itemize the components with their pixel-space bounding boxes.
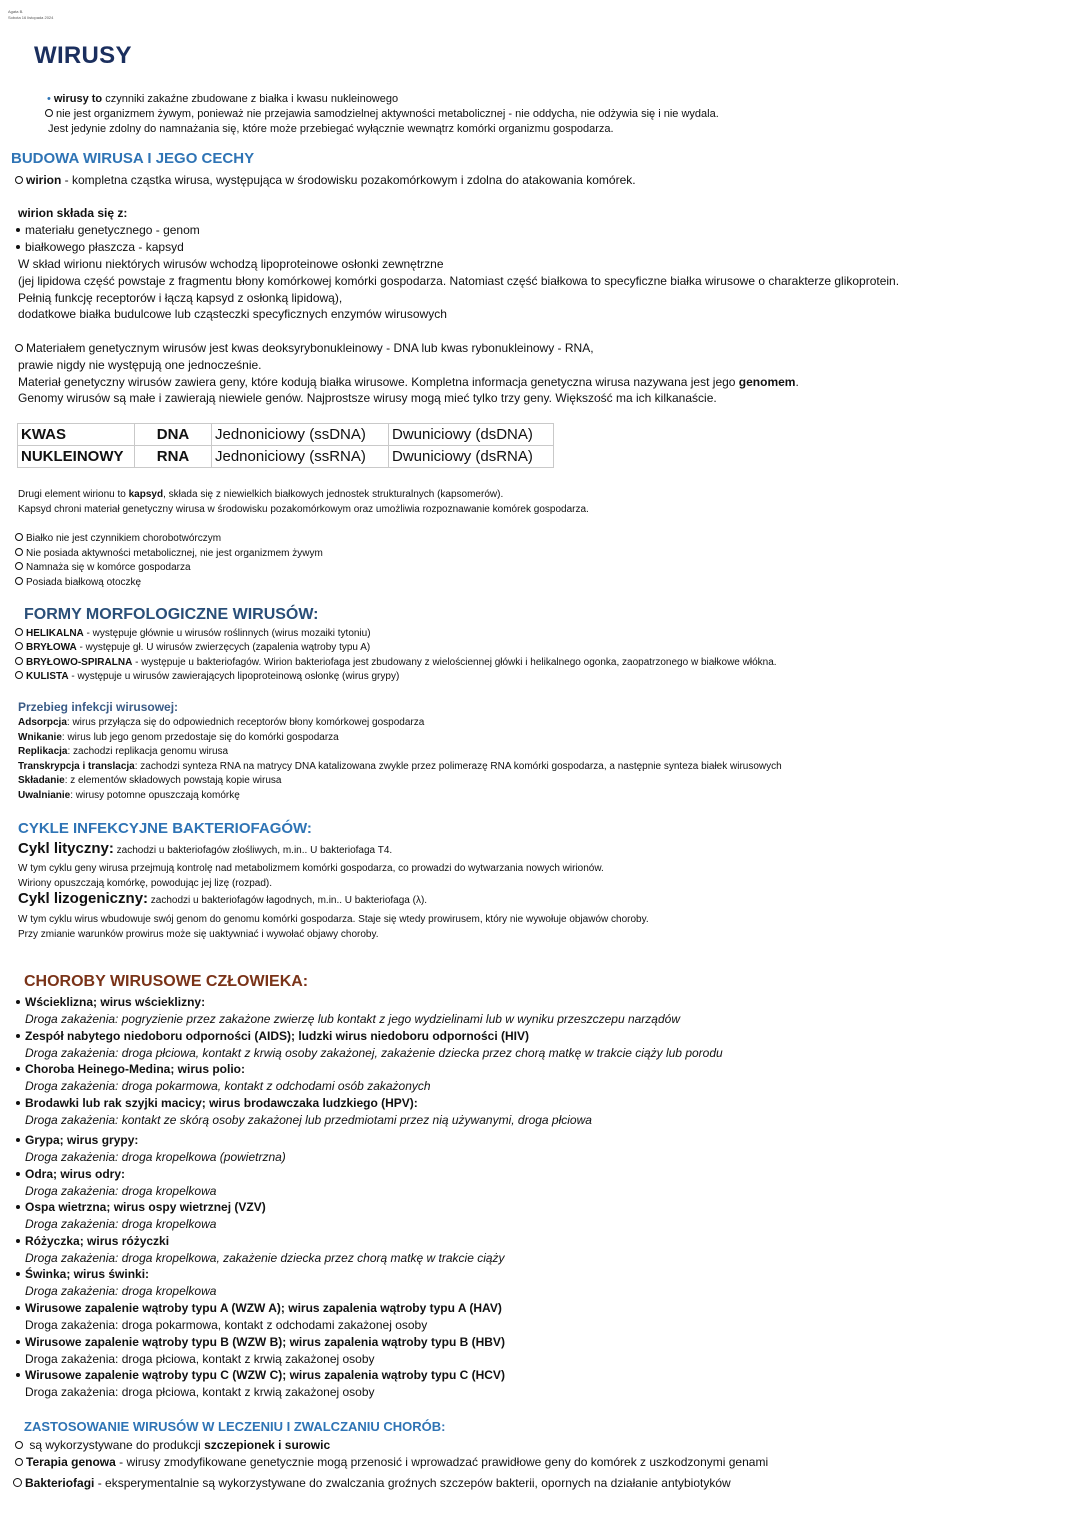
table-kind-cell: RNA [135,446,212,468]
section-heading-choroby: CHOROBY WIRUSOWE CZŁOWIEKA: [24,973,309,990]
disease-route: Droga zakażenia: droga kropelkowa (powietrzna) [25,1150,286,1164]
disease-route: Droga zakażenia: droga kropelkowa [25,1184,217,1198]
feature-item: Białko nie jest czynnikiem chorobotwórczym [15,532,221,546]
disease-name: Ospa wietrzna; wirus ospy wietrznej (VZV) [16,1199,266,1215]
circle-bullet-icon [15,671,23,679]
lytic-cycle-text-1: W tym cyklu geny wirusa przejmują kontrolę nad metabolizmem komórki gospodarza, co prowadzi do wytwarzania nowych wirionów. [18,863,604,874]
disease-name: Świnka; wirus świnki: [16,1266,149,1282]
capsid-text-2: Kapsyd chroni materiał genetyczny wirusa w środowisku pozakomórkowym oraz umożliwia rozpoznawanie komórek gospodarza. [18,504,589,515]
intro-line-2: nie jest organizmem żywym, ponieważ nie przejawia samodzielnej aktywności metabolicznej - nie oddycha, nie odżywia się i nie wydala. [45,107,719,122]
disease-name: Wirusowe zapalenie wątroby typu C (WZW C); wirus zapalenia wątroby typu C (HCV) [16,1367,505,1383]
section-heading-zastosowanie: ZASTOSOWANIE WIRUSÓW W LECZENIU I ZWALCZANIU CHORÓB: [24,1419,446,1434]
disease-name: Choroba Heinego-Medina; wirus polio: [16,1061,245,1077]
bullet-icon [16,1340,20,1344]
bullet-icon [16,1101,20,1105]
table-cell: Jednoniciowy (ssDNA) [212,424,389,446]
disease-name: Brodawki lub rak szyjki macicy; wirus brodawczaka ludzkiego (HPV): [16,1095,418,1111]
envelope-text-2: (jej lipidowa część powstaje z fragmentu błony komórkowej komórki gospodarza. Natomiast część białkowa to specyficzne białka wirusowe o charakterze glikoprotein. [18,274,900,288]
lysogenic-cycle-title: Cykl lizogeniczny: zachodzi u bakteriofagów łagodnych, m.in.. U bakteriofaga (λ). [18,890,428,907]
genetic-material-3: Materiał genetyczny wirusów zawiera geny, które kodują białka wirusowe. Kompletna informacja genetyczna wirusa nazywana jest jego genomem. [18,375,799,389]
table-cell: Dwuniciowy (dsRNA) [389,446,554,468]
infection-step: Adsorpcja: wirus przyłącza się do odpowiednich receptorów błony komórkowej gospodarza [18,717,425,728]
date-label: Sobota 16 listopada 2024 [8,15,54,20]
section-heading-formy: FORMY MORFOLOGICZNE WIRUSÓW: [24,606,319,623]
disease-route: Droga zakażenia: droga pokarmowa, kontakt z odchodami osób zakażonych [25,1079,431,1093]
table-label-cell: KWAS [18,424,135,446]
disease-name: Wścieklizna; wirus wścieklizny: [16,994,205,1010]
form-item: BRYŁOWA - występuje gł. U wirusów zwierzęcych (zapalenia wątroby typu A) [15,641,370,655]
circle-bullet-icon [15,548,23,556]
form-item: KULISTA - występuje u wirusów zawierających lipoproteinową osłonkę (wirus grypy) [15,670,399,684]
lytic-cycle-text-2: Wiriony opuszczają komórkę, powodując jej lizę (rozpad). [18,878,272,889]
lytic-cycle-title: Cykl lityczny: zachodzi u bakteriofagów złośliwych, m.in.. U bakteriofaga T4. [18,840,393,857]
disease-name: Różyczka; wirus różyczki [16,1233,169,1249]
disease-route: Droga zakażenia: droga kropelkowa [25,1284,217,1298]
disease-route: Droga zakażenia: droga płciowa, kontakt z krwią zakażonej osoby [25,1352,375,1366]
disease-route: Droga zakażenia: pogryzienie przez zakażone zwierzę lub kontakt z jego wydzielinami lub w wyniku przeszczepu narządów [25,1012,680,1026]
table-row [18,424,554,446]
disease-route: Droga zakażenia: droga płciowa, kontakt z krwią zakażonej osoby [25,1385,375,1399]
page-title: WIRUSY [34,42,132,69]
bullet-icon [16,1272,20,1276]
bullet-icon [16,1239,20,1243]
section-heading-przebieg: Przebieg infekcji wirusowej: [18,700,179,714]
author-name: Agata B. [8,9,24,14]
intro-line-3: Jest jedynie zdolny do namnażania się, które może przebiegać wyłącznie wewnątrz komórki organizmu gospodarza. [48,123,614,135]
use-item-bacteriophages: Bakteriofagi - eksperymentalnie są wykorzystywane do zwalczania groźnych szczepów bakterii, opornych na działanie antybiotyków [13,1475,731,1491]
genetic-material-1: Materiałem genetycznym wirusów jest kwas deoksyrybonukleinowy - DNA lub kwas rybonukleinowy - RNA, [15,340,594,356]
bullet-icon [16,1373,20,1377]
disease-name: Odra; wirus odry: [16,1166,125,1182]
disease-route: Droga zakażenia: droga pokarmowa, kontakt z odchodami zakażonej osoby [25,1318,428,1332]
use-item-gene-therapy: Terapia genowa - wirusy zmodyfikowane genetycznie mogą przenosić i wprowadzać prawidłowe geny do komórek z uszkodzonymi genami [15,1454,768,1470]
genetic-material-4: Genomy wirusów są małe i zawierają niewiele genów. Najprostsze wirusy mogą mieć tylko trzy geny. Większość ma ich kilkanaście. [18,391,717,405]
disease-name: Wirusowe zapalenie wątroby typu B (WZW B); wirus zapalenia wątroby typu B (HBV) [16,1334,505,1350]
lysogenic-cycle-text-2: Przy zmianie warunków prowirus może się uaktywniać i wywołać objawy choroby. [18,929,379,940]
bullet-icon [16,1172,20,1176]
bullet-icon [16,1306,20,1310]
circle-bullet-icon [15,562,23,570]
circle-bullet-icon [15,1458,23,1466]
circle-bullet-icon [15,628,23,636]
circle-bullet-icon [15,657,23,665]
circle-bullet-icon [15,642,23,650]
lysogenic-cycle-text-1: W tym cyklu wirus wbudowuje swój genom do genomu komórki gospodarza. Staje się wtedy prowirusem, który nie wywołuje objawów choroby. [18,914,649,925]
circle-bullet-icon [15,176,23,184]
bullet-icon [16,245,20,249]
disease-name: Wirusowe zapalenie wątroby typu A (WZW A); wirus zapalenia wątroby typu A (HAV) [16,1300,502,1316]
table-cell: Jednoniciowy (ssRNA) [212,446,389,468]
intro-line-1: • wirusy to czynniki zakaźne zbudowane z białka i kwasu nukleinowego [47,93,399,105]
envelope-text-3: Pełnią funkcję receptorów i łączą kapsyd z osłonką lipidową), [18,291,343,305]
infection-step: Składanie: z elementów składowych powstają kopie wirusa [18,775,282,786]
wirion-composition-label: wirion składa się z: [18,206,128,220]
section-heading-budowa: BUDOWA WIRUSA I JEGO CECHY [11,150,255,167]
circle-bullet-icon [45,109,53,117]
circle-bullet-icon [15,1441,23,1449]
section-heading-cykle: CYKLE INFEKCYJNE BAKTERIOFAGÓW: [18,820,312,837]
bullet-icon [16,1034,20,1038]
circle-bullet-icon [13,1478,22,1487]
composition-item-1: materiału genetycznego - genom [16,222,200,238]
disease-route: Droga zakażenia: droga kropelkowa [25,1217,217,1231]
table-kind-cell: DNA [135,424,212,446]
form-item: HELIKALNA - występuje głównie u wirusów roślinnych (wirus mozaiki tytoniu) [15,627,371,641]
disease-route: Droga zakażenia: droga płciowa, kontakt z krwią osoby zakażonej, zakażenie dziecka przez chorą matkę w trakcie ciąży lub porodu [25,1046,723,1060]
bullet-icon [16,1205,20,1209]
bullet-icon [16,1000,20,1004]
infection-step: Replikacja: zachodzi replikacja genomu wirusa [18,746,229,757]
capsid-text-1: Drugi element wirionu to kapsyd, składa się z niewielkich białkowych jednostek strukturalnych (kapsomerów). [18,489,504,500]
envelope-text-4: dodatkowe białka budulcowe lub cząsteczki specyficznych enzymów wirusowych [18,307,447,321]
bullet-icon [16,1138,20,1142]
bullet-icon [16,1067,20,1071]
circle-bullet-icon [15,344,23,352]
bullet-icon [16,228,20,232]
feature-item: Nie posiada aktywności metabolicznej, nie jest organizmem żywym [15,547,323,561]
disease-name: Grypa; wirus grypy: [16,1132,138,1148]
feature-item: Posiada białkową otoczkę [15,576,141,590]
composition-item-2: białkowego płaszcza - kapsyd [16,239,184,255]
use-item-vaccines: są wykorzystywane do produkcji szczepionek i surowic [15,1437,330,1453]
table-label-cell: NUKLEINOWY [18,446,135,468]
disease-route: Droga zakażenia: droga kropelkowa, zakażenie dziecka przez chorą matkę w trakcie ciąży [25,1251,505,1265]
feature-item: Namnaża się w komórce gospodarza [15,561,191,575]
disease-route: Droga zakażenia: kontakt ze skórą osoby zakażonej lub przedmiotami przez nią używanymi, droga płciowa [25,1113,592,1127]
bullet-icon: • [47,93,51,105]
nucleic-acid-table [17,423,554,468]
circle-bullet-icon [15,577,23,585]
infection-step: Wnikanie: wirus lub jego genom przedostaje się do komórki gospodarza [18,732,339,743]
form-item: BRYŁOWO-SPIRALNA - występuje u bakteriofagów. Wirion bakteriofaga jest zbudowany z wielościennej główki i helikalnego ogonka, zaopatrzonego w białkowe włókna. [15,656,777,670]
envelope-text-1: W skład wirionu niektórych wirusów wchodzą lipoproteinowe osłonki zewnętrzne [18,257,444,271]
table-row [18,446,554,468]
genetic-material-2: prawie nigdy nie występują one jednocześnie. [18,358,262,372]
circle-bullet-icon [15,533,23,541]
disease-name: Zespół nabytego niedoboru odporności (AIDS); ludzki wirus niedoboru odporności (HIV) [16,1028,529,1044]
table-cell: Dwuniciowy (dsDNA) [389,424,554,446]
infection-step: Uwalnianie: wirusy potomne opuszczają komórkę [18,790,240,801]
infection-step: Transkrypcja i translacja: zachodzi synteza RNA na matrycy DNA katalizowana zwykle przez polimerazę RNA komórki gospodarza, a następnie synteza białek wirusowych [18,761,782,772]
wirion-definition: wirion - kompletna cząstka wirusa, występująca w środowisku pozakomórkowym i zdolna do atakowania komórek. [15,172,636,188]
